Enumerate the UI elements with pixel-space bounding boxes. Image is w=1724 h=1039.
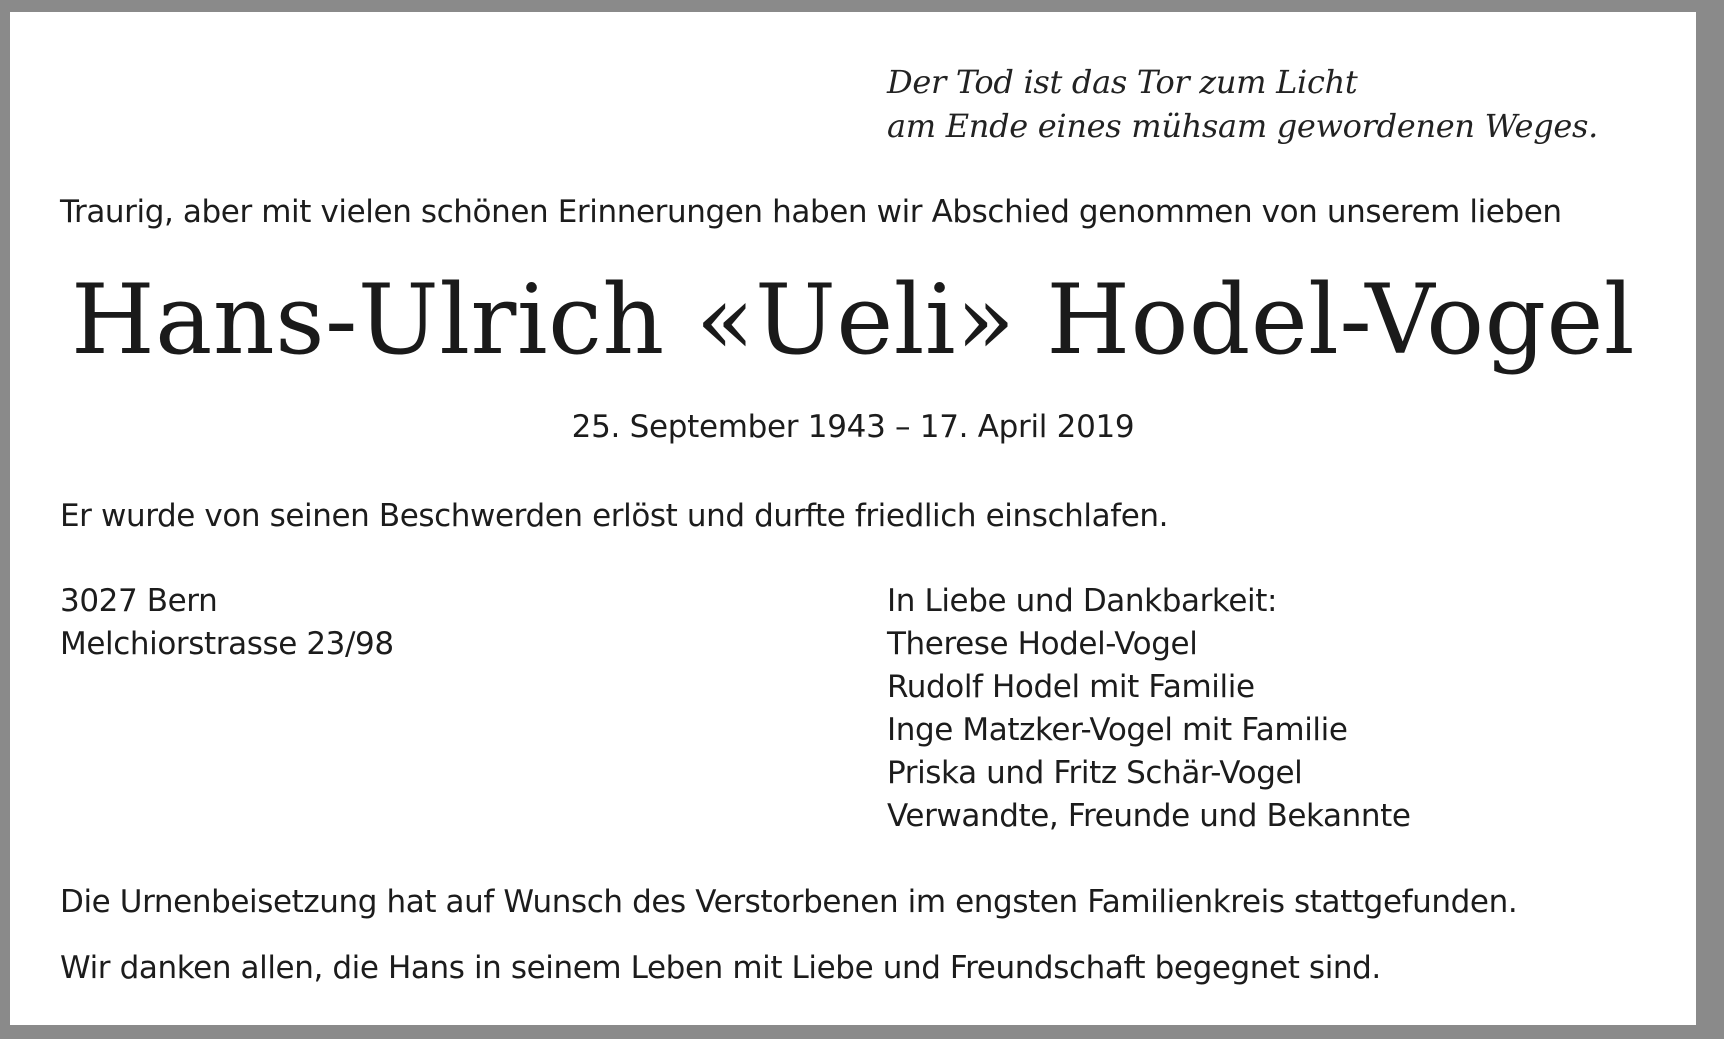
family-member: Therese Hodel-Vogel xyxy=(887,626,1198,662)
address-block xyxy=(60,580,394,666)
motto-line-2: am Ende eines mühsam gewordenen Weges. xyxy=(887,107,1599,145)
family-member: Rudolf Hodel mit Familie xyxy=(887,669,1255,705)
address-city: 3027 Bern xyxy=(60,583,218,619)
obituary-card xyxy=(10,12,1696,1025)
deceased-name: Hans-Ulrich «Ueli» Hodel-Vogel xyxy=(70,264,1636,376)
motto-line-1: Der Tod ist das Tor zum Licht xyxy=(887,63,1358,101)
intro-text: Traurig, aber mit vielen schönen Erinnerungen haben wir Abschied genommen von unserem lieben xyxy=(60,194,1562,230)
relief-text: Er wurde von seinen Beschwerden erlöst und durfte friedlich einschlafen. xyxy=(60,498,1169,534)
thanks-text: Wir danken allen, die Hans in seinem Leben mit Liebe und Freundschaft begegnet sind. xyxy=(60,950,1381,986)
family-heading: In Liebe und Dankbarkeit: xyxy=(887,583,1278,619)
burial-text: Die Urnenbeisetzung hat auf Wunsch des Verstorbenen im engsten Familienkreis stattgefunden. xyxy=(60,884,1518,920)
life-dates: 25. September 1943 – 17. April 2019 xyxy=(571,409,1135,445)
address-street: Melchiorstrasse 23/98 xyxy=(60,626,394,662)
family-block xyxy=(887,580,1411,838)
family-member: Inge Matzker-Vogel mit Familie xyxy=(887,712,1348,748)
family-member: Verwandte, Freunde und Bekannte xyxy=(887,798,1411,834)
motto-quote xyxy=(887,60,1598,148)
family-member: Priska und Fritz Schär-Vogel xyxy=(887,755,1303,791)
